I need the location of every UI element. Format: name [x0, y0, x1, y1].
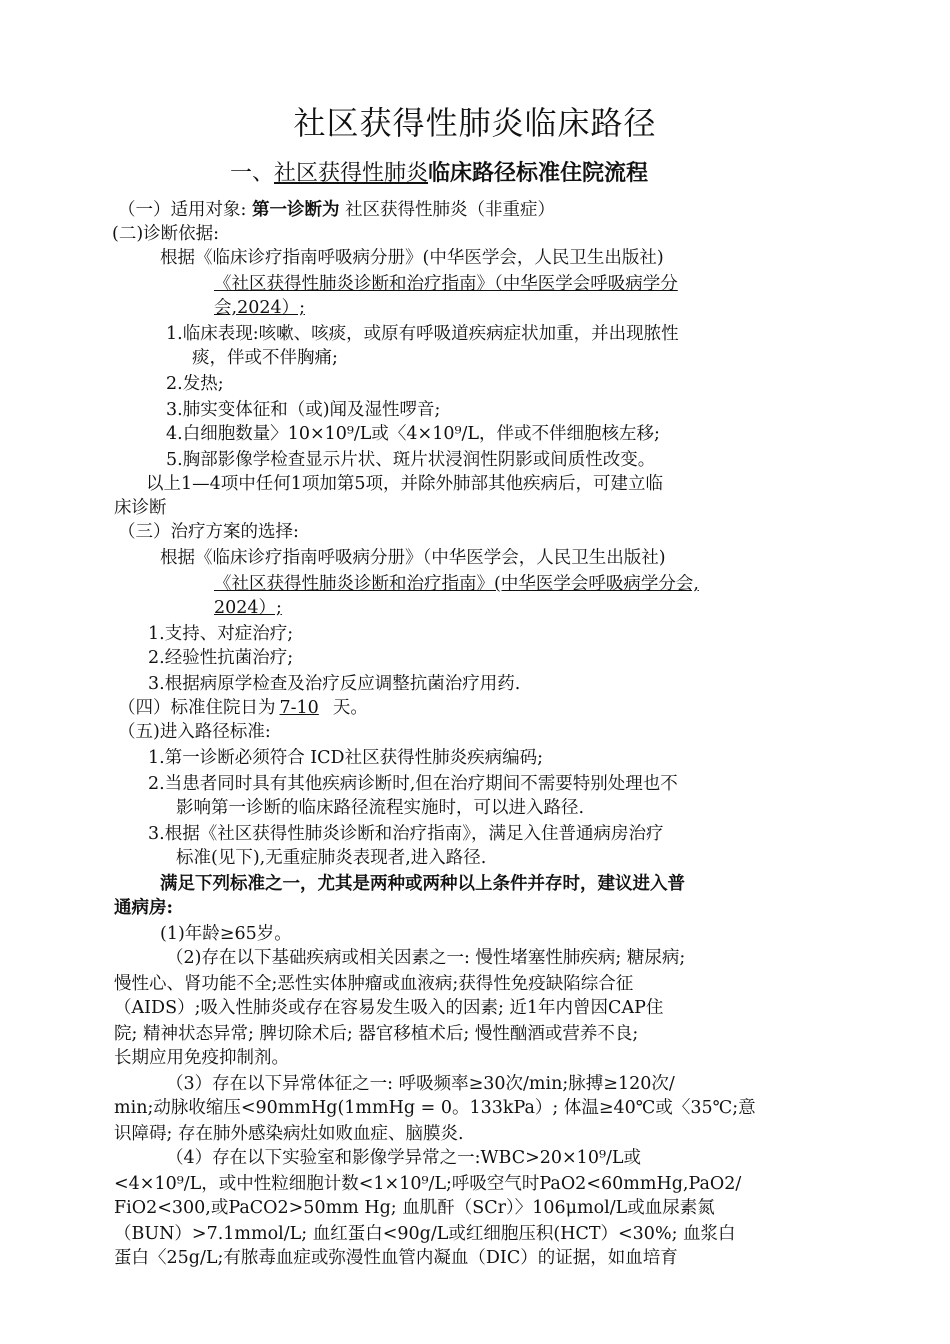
s3-item1: 1.支持、对症治疗; — [148, 624, 294, 644]
criterion-2-l4: 院; 精神状态异常; 脾切除术后; 器官移植术后; 慢性酗酒或营养不良; — [114, 1024, 639, 1044]
criterion-4-l4: （BUN）>7.1mmol/L; 血红蛋白<90g/L或红细胞压积(HCT）<30%; 血浆白 — [114, 1224, 736, 1244]
s2-summary-line1: 以上1—4项中任何1项加第5项，并除外肺部其他疾病后，可建立临 — [146, 474, 664, 494]
s2-basis2-line2: 会,2024）; — [214, 298, 305, 318]
criterion-2-l3: （AIDS）;吸入性肺炎或存在容易发生吸入的因素; 近1年内曾因CAP住 — [114, 998, 664, 1018]
criterion-2-l1: （2)存在以下基础疾病或相关因素之一: 慢性堵塞性肺疾病; 糖尿病; — [166, 948, 686, 968]
s5-item2-line1: 2.当患者同时具有其他疾病诊断时,但在治疗期间不需要特别处理也不 — [148, 774, 678, 794]
s3-label: （三）治疗方案的选择: — [118, 522, 299, 542]
criterion-3-l1: （3）存在以下异常体征之一: 呼吸频率≥30次/min;脉搏≥120次/ — [166, 1074, 675, 1094]
heading-underlined: 社区获得性肺炎 — [274, 161, 429, 186]
criterion-2-l5: 长期应用免疫抑制剂。 — [114, 1048, 289, 1068]
criterion-3-l2: min;动脉收缩压<90mmHg(1mmHg = 0。133kPa）; 体温≥40℃或〈35℃;意 — [114, 1098, 756, 1118]
heading-bold: 临床路径标准住院流程 — [428, 161, 649, 186]
s3-basis2-line1: 《社区获得性肺炎诊断和治疗指南》(中华医学会呼吸病学分会, — [214, 574, 699, 594]
s1-value: 社区获得性肺炎（非重症） — [345, 200, 556, 220]
s5-item1: 1.第一诊断必须符合 ICD社区获得性肺炎疾病编码; — [148, 748, 543, 768]
s2-item4: 4.白细胞数量〉10×10⁹/L或〈4×10⁹/L，伴或不伴细胞核左移; — [166, 424, 660, 444]
section-heading — [230, 156, 648, 187]
s4-line — [118, 696, 368, 720]
s2-item1-line2: 痰，伴或不伴胸痛; — [192, 348, 338, 368]
criterion-4-l2: <4×10⁹/L，或中性粒细胞计数<1×10⁹/L;呼吸空气时PaO2<60mmHg,PaO2/ — [114, 1174, 742, 1194]
s1-line — [118, 198, 555, 222]
s2-item5: 5.胸部影像学检查显示片状、斑片状浸润性阴影或间质性改变。 — [166, 450, 656, 470]
s4-label: （四）标准住院日为 — [118, 698, 276, 718]
s2-basis1: 根据《临床诊疗指南呼吸病分册》(中华医学会，人民卫生出版社) — [160, 248, 664, 268]
s2-item1-line1: 1.临床表现:咳嗽、咳痰，或原有呼吸道疾病症状加重，并出现脓性 — [166, 324, 679, 344]
s5-item3-line1: 3.根据《社区获得性肺炎诊断和治疗指南》，满足入住普通病房治疗 — [148, 824, 664, 844]
s1-label: （一）适用对象: — [118, 200, 247, 220]
s1-bold: 第一诊断为 — [251, 200, 340, 220]
s3-basis1: 根据《临床诊疗指南呼吸病分册》（中华医学会，人民卫生出版社) — [160, 548, 666, 568]
s2-basis2-line1: 《社区获得性肺炎诊断和治疗指南》（中华医学会呼吸病学分 — [214, 274, 678, 294]
criterion-4-l5: 蛋白〈25g/L;有脓毒血症或弥漫性血管内凝血（DIC）的证据，如血培育 — [114, 1248, 678, 1268]
s3-item2: 2.经验性抗菌治疗; — [148, 648, 294, 668]
s3-basis2-line2: 2024）; — [214, 598, 282, 618]
criterion-3-l3: 识障碍; 存在肺外感染病灶如败血症、脑膜炎. — [114, 1124, 464, 1144]
s2-item2: 2.发热; — [166, 374, 224, 394]
s5-label: （五)进入路径标准: — [118, 722, 271, 742]
s4-unit: 天。 — [332, 698, 368, 718]
s3-item3: 3.根据病原学检查及治疗反应调整抗菌治疗用药. — [148, 674, 521, 694]
s2-label: (二)诊断依据: — [112, 224, 220, 244]
s4-value: 7-10 — [279, 698, 319, 718]
s5-item2-line2: 影响第一诊断的临床路径流程实施时，可以进入路径. — [176, 798, 585, 818]
criterion-2-l2: 慢性心、肾功能不全;恶性实体肿瘤或血液病;获得性免疫缺陷综合征 — [114, 974, 634, 994]
criteria-line1: 满足下列标准之一，尤其是两种或两种以上条件并存时，建议进入普 — [160, 874, 685, 894]
criterion-1: (1)年龄≥65岁。 — [160, 924, 292, 944]
criterion-4-l3: FiO2<300,或PaCO2>50mm Hg; 血肌酐（SCr）〉106μmol/L或血尿素氮 — [114, 1198, 715, 1218]
s5-item3-line2: 标准(见下),无重症肺炎表现者,进入路径. — [176, 848, 487, 868]
s2-item3: 3.肺实变体征和（或)闻及湿性啰音; — [166, 400, 441, 420]
criteria-line2: 通病房: — [114, 898, 173, 918]
document-title: 社区获得性肺炎临床路径 — [293, 104, 657, 142]
s2-summary-line2: 床诊断 — [114, 498, 167, 518]
criterion-4-l1: （4）存在以下实验室和影像学异常之一:WBC>20×10⁹/L或 — [166, 1148, 641, 1168]
heading-prefix: 一、 — [230, 161, 275, 186]
